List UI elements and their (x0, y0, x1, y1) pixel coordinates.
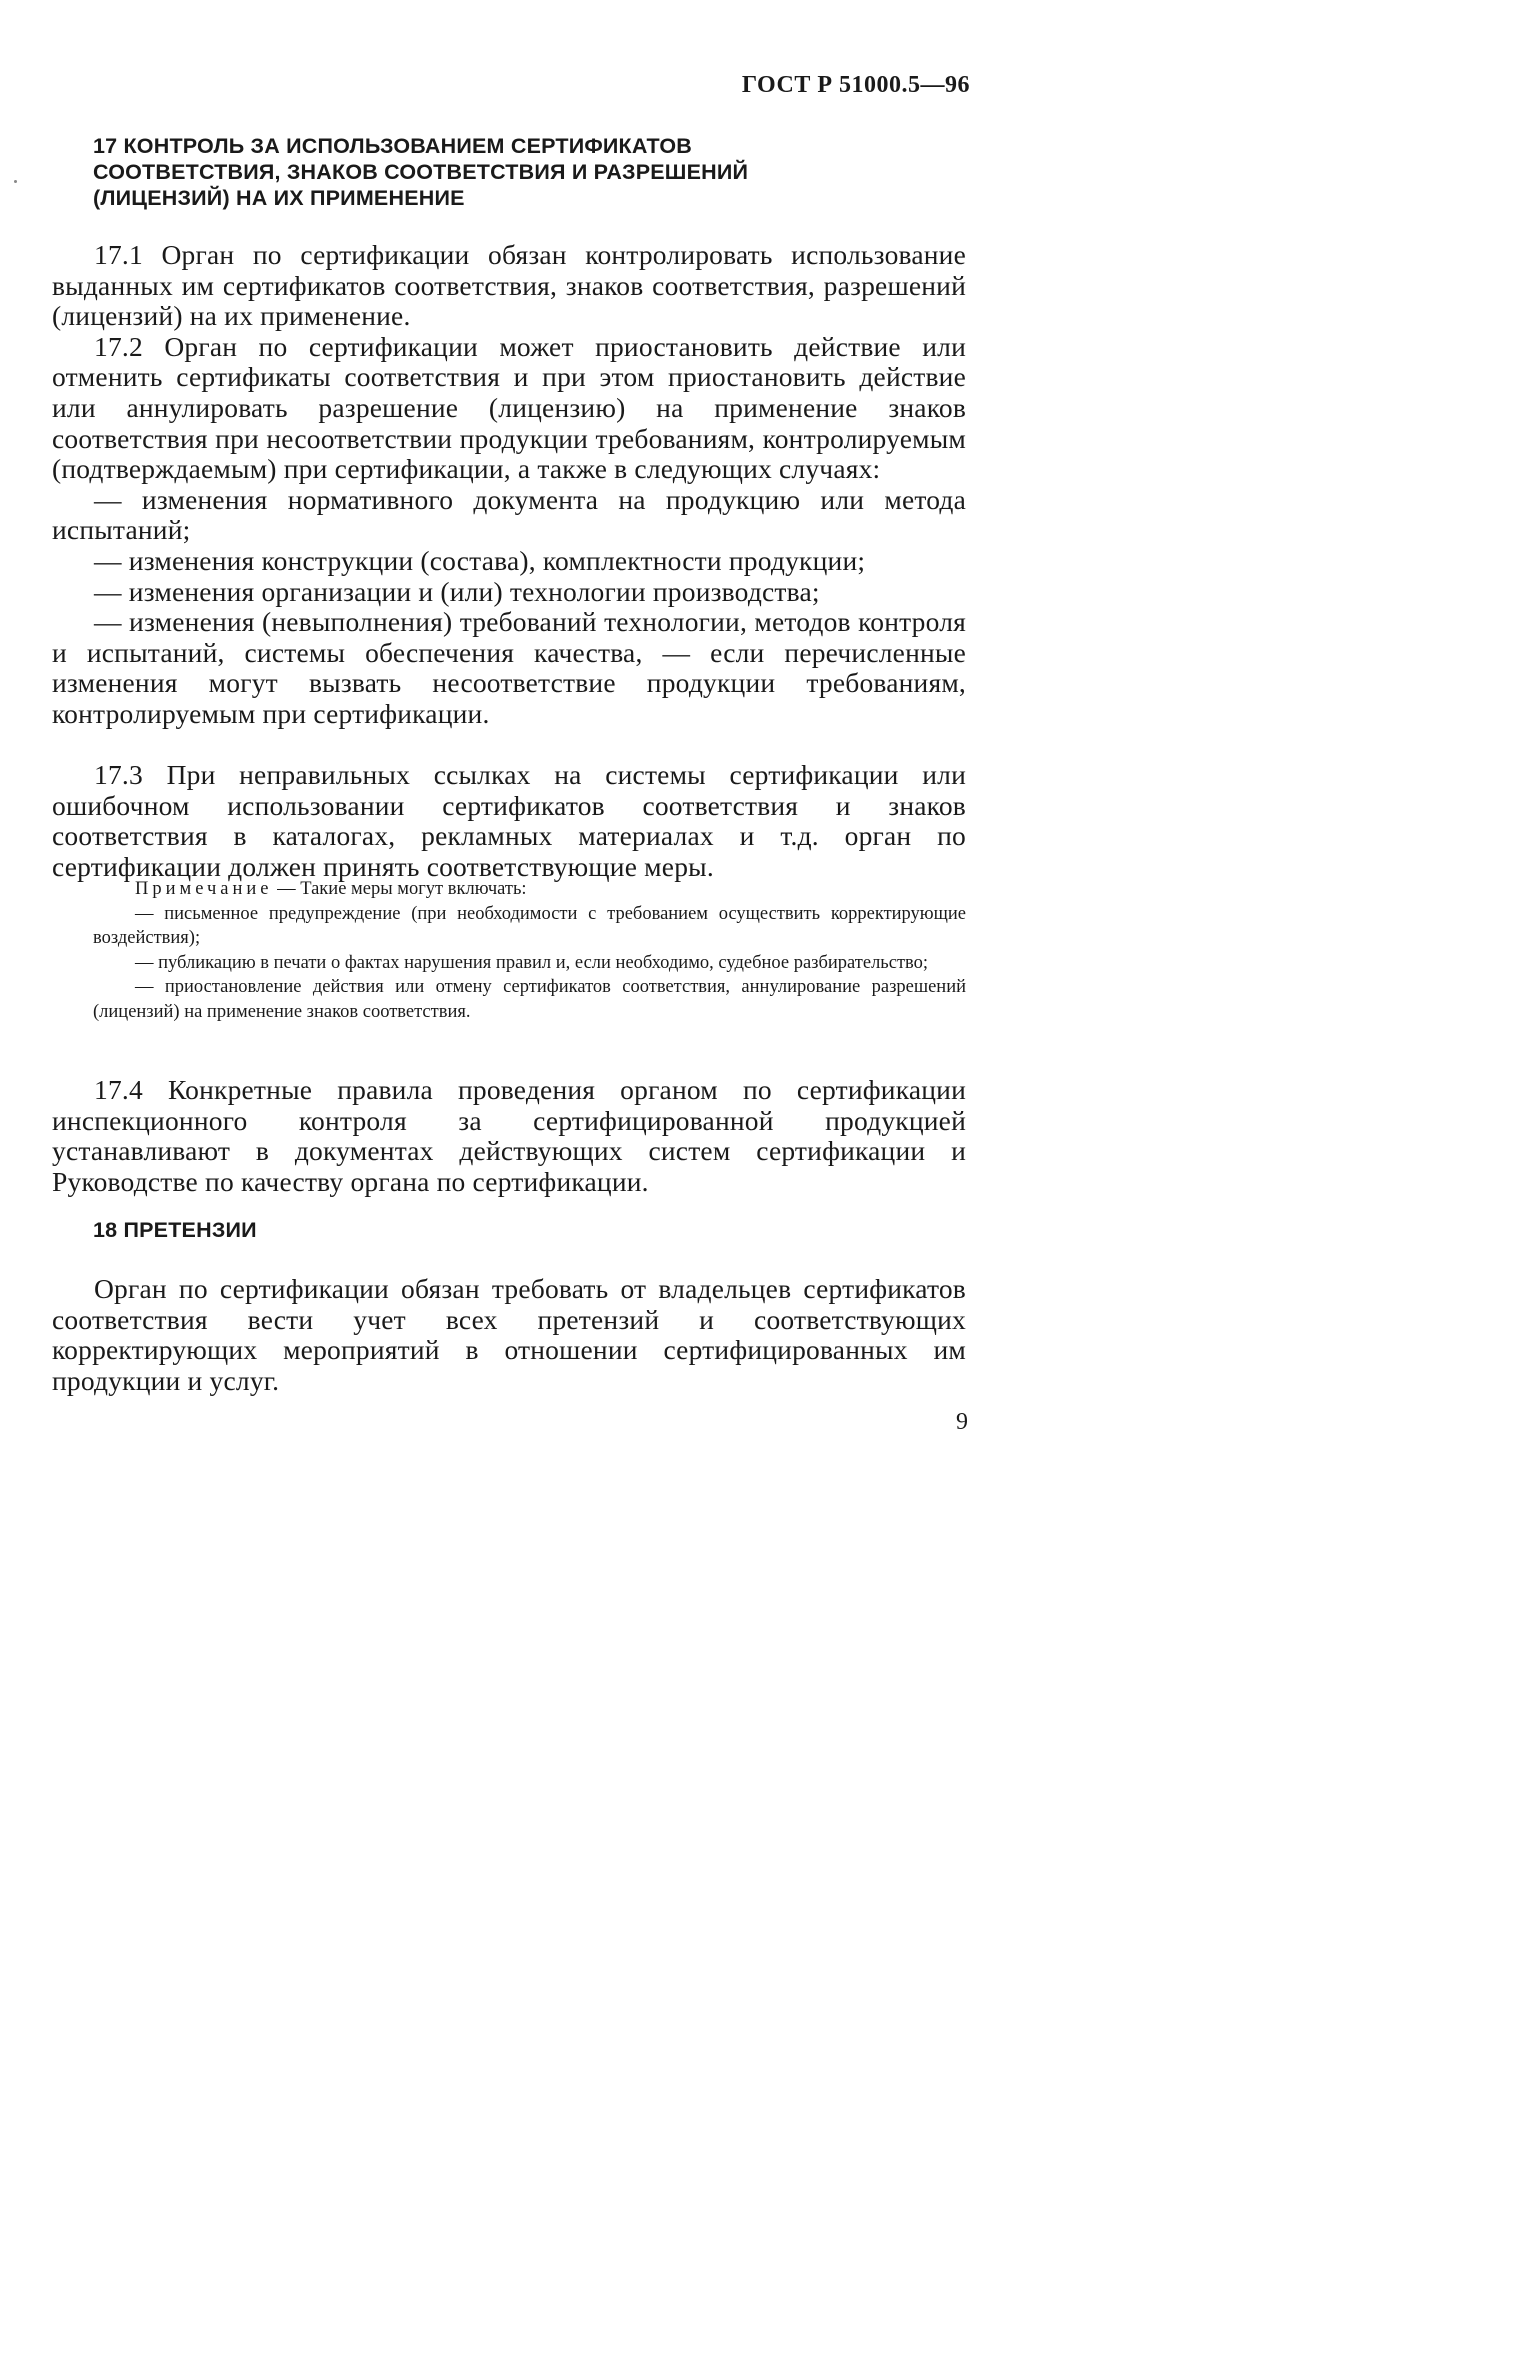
section-17-body-continued (52, 760, 966, 882)
section-17-title (93, 133, 853, 211)
list-item-2: — изменения конструкции (состава), комплектности продукции; (94, 544, 866, 576)
section-17-title-line-2: СООТВЕТСТВИЯ, ЗНАКОВ СООТВЕТСТВИЯ И РАЗРЕШЕНИЙ (93, 160, 749, 184)
section-17-body (52, 240, 966, 730)
list-item-3: — изменения организации и (или) технологии производства; (94, 575, 820, 607)
section-17-title-line-1: 17 КОНТРОЛЬ ЗА ИСПОЛЬЗОВАНИЕМ СЕРТИФИКАТОВ (93, 134, 692, 158)
section-17-body-end (52, 1075, 966, 1197)
document-code: ГОСТ Р 51000.5—96 (741, 72, 970, 98)
scan-speck (14, 180, 17, 183)
note-block (93, 877, 966, 1025)
section-18-body (52, 1274, 966, 1396)
paragraph-17-2: 17.2 Орган по сертификации может приостановить действие или отменить сертификаты соответствия и при этом приостановить действие или аннулировать разрешение (лицензию) на применение знаков соответствия при несоответствии продукции требованиям, контролируемым (подтверждаемым) при сертификации, а также в следующих случаях: (52, 330, 966, 485)
note-text: — Такие меры могут включать: (272, 879, 527, 899)
paragraph-18-1: Орган по сертификации обязан требовать от владельцев сертификатов соответствия вести учет всех претензий и соответствующих корректирующих мероприятий в отношении сертифицированных им продукции и услуг. (52, 1273, 966, 1396)
note-item-1: — письменное предупреждение (при необходимости с требованием осуществить корректирующие воздействия); (93, 903, 966, 949)
paragraph-17-3: 17.3 При неправильных ссылках на системы сертификации или ошибочном использовании сертификатов соответствия и знаков соответствия в каталогах, рекламных материалах и т.д. орган по сертификации должен принять соответствующие меры. (52, 759, 966, 882)
note-intro (93, 877, 966, 902)
list-item-4: — изменения (невыполнения) требований технологии, методов контроля и испытаний, системы обеспечения качества, — если перечисленные изменения могут вызвать несоответствие продукции требованиям, контролируемым при сертификации. (52, 606, 966, 729)
paragraph-17-4: 17.4 Конкретные правила проведения органом по сертификации инспекционного контроля за сертифицированной продукцией устанавливают в документах действующих систем сертификации и Руководстве по качеству органа по сертификации. (52, 1074, 966, 1197)
list-item-1: — изменения нормативного документа на продукцию или метода испытаний; (52, 483, 966, 546)
paragraph-17-1: 17.1 Орган по сертификации обязан контролировать использование выданных им сертификатов соответствия, знаков соответствия, разрешений (лицензий) на их применение. (52, 239, 966, 332)
note-item-2: — публикацию в печати о фактах нарушения правил и, если необходимо, судебное разбирательство; (135, 952, 929, 973)
note-item-3: — приостановление действия или отмену сертификатов соответствия, аннулирование разрешений (лицензий) на применение знаков соответствия. (93, 977, 966, 1022)
page-number: 9 (956, 1409, 968, 1435)
document-page (0, 0, 1024, 1584)
note-label: Примечание (135, 879, 273, 899)
section-17-title-line-3: (ЛИЦЕНЗИЙ) НА ИХ ПРИМЕНЕНИЕ (93, 186, 465, 210)
section-18-title: 18 ПРЕТЕНЗИИ (93, 1218, 257, 1242)
